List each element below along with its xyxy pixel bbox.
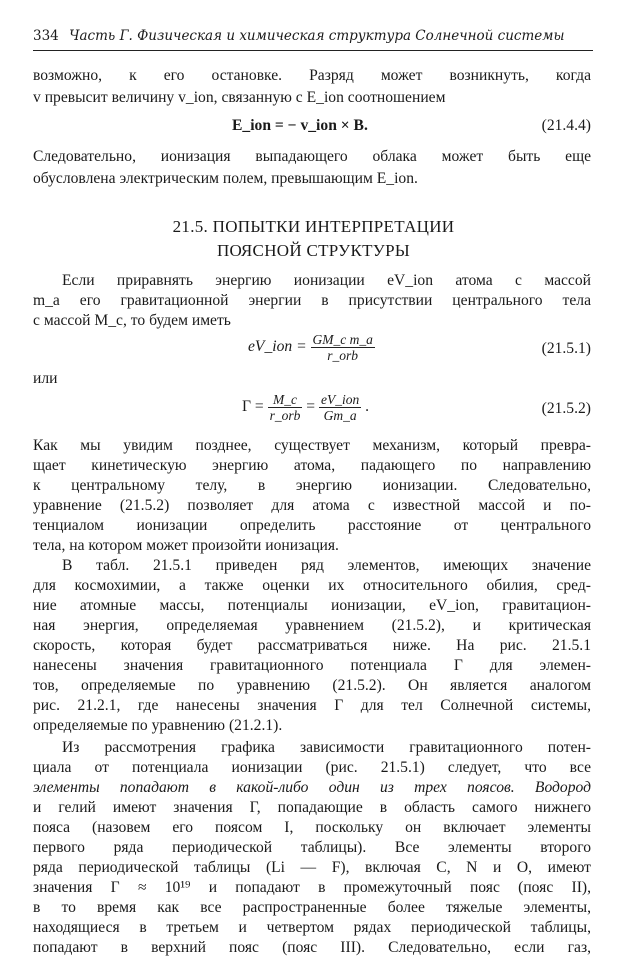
text-line: Из рассмотрения графика зависимости гравитационного потен- <box>62 739 591 756</box>
equation-number: (21.5.1) <box>541 340 591 357</box>
numerator: eV_ion <box>321 392 360 407</box>
fraction <box>268 392 303 423</box>
denominator: r_orb <box>327 348 359 363</box>
equation-21-5-2 <box>242 392 369 423</box>
text-line: рис. 21.2.1, где нанесены значения Γ для тел Солнечной системы, <box>33 697 591 714</box>
text-line: ние атомные массы, потенциалы ионизации, eV_ion, гравитацион- <box>33 597 591 614</box>
text-line: первого ряда периодической таблицы). Все элементы второго <box>33 839 591 856</box>
text-line: в то время как все распространенные более тяжелые элементы, <box>33 899 591 916</box>
text-line: m_a его гравитационной энергии в присутствии центрального тела <box>33 292 591 309</box>
equation-number: (21.5.2) <box>541 400 591 417</box>
text-line: к центральному телу, в энергию ионизации. Следовательно, <box>33 477 591 494</box>
text-line: определяемые по уравнению (21.2.1). <box>33 717 283 734</box>
text-line: ряда периодической таблицы (Li — F), включая C, N и O, имеют <box>33 859 591 876</box>
text-line: циала от потенциала ионизации (рис. 21.5.1) следует, что все <box>33 759 591 776</box>
text-line: В табл. 21.5.1 приведен ряд элементов, имеющих значение <box>62 557 591 574</box>
numerator: M_c <box>268 392 303 408</box>
text-line: нанесены значения гравитационного потенциала Γ для элемен- <box>33 657 591 674</box>
text-line: тела, на котором может произойти ионизация. <box>33 537 339 554</box>
denominator: Gm_a <box>323 408 357 423</box>
eq-lhs: Γ = <box>242 398 264 416</box>
text-line: Как мы увидим позднее, существует механизм, который превра- <box>33 437 591 454</box>
eq-lhs: eV_ion = <box>248 338 307 356</box>
text-line: скорость, которая будет рассматриваться ниже. На рис. 21.5.1 <box>33 637 591 654</box>
text-line: и гелий имеют значения Γ, попадающие в область самого нижнего <box>33 799 591 816</box>
running-title: Часть Г. Физическая и химическая структура Солнечной системы <box>69 28 565 44</box>
text-line: пояса (назовем его поясом I, поскольку он включает элементы <box>33 819 591 836</box>
equation-number: (21.4.4) <box>541 117 591 134</box>
running-header <box>33 28 593 44</box>
text-line: обусловлена электрическим полем, превышающим E_ion. <box>33 170 418 187</box>
text-line: тенциалом ионизации определить расстояние от центрального <box>33 517 591 534</box>
section-title: ПОЯСНОЙ СТРУКТУРЫ <box>216 241 411 260</box>
text-line: уравнение (21.5.2) позволяет для атома с известной массой и по- <box>33 497 591 514</box>
fraction <box>319 392 361 423</box>
text-line: v превысит величину v_ion, связанную с E_ion соотношением <box>33 89 446 106</box>
text-line: возможно, к его остановке. Разряд может возникнуть, когда <box>33 67 591 84</box>
numerator: GM_c m_a <box>312 332 373 347</box>
text-line: значения Γ ≈ 10¹⁹ и попадают в промежуточный пояс (пояс II), <box>33 879 591 896</box>
text-line: попадают в верхний пояс (пояс III). Следовательно, если газ, <box>33 939 591 956</box>
text-line: с массой M_c, то будем иметь <box>33 312 231 329</box>
text-line: ная энергия, определяемая уравнением (21.5.2), и критическая <box>33 617 591 634</box>
header-rule <box>33 50 593 51</box>
denominator: r_orb <box>269 408 301 423</box>
text-line: или <box>33 370 58 387</box>
text-line: для космохимии, а также оценки их относительного обилия, сред- <box>33 577 591 594</box>
text-line: тов, определяемые по уравнению (21.5.2). Он является аналогом <box>33 677 591 694</box>
equation-21-4-4: E_ion = − v_ion × B. <box>232 117 368 134</box>
page-number: 334 <box>33 28 59 44</box>
text-line: Если приравнять энергию ионизации eV_ion атома с массой <box>62 272 591 289</box>
equation-21-5-1 <box>248 332 375 363</box>
eq-period: . <box>365 398 370 416</box>
section-title: 21.5. ПОПЫТКИ ИНТЕРПРЕТАЦИИ <box>172 217 455 236</box>
text-line: находящиеся в третьем и четвертом рядах периодической таблицы, <box>33 919 591 936</box>
text-line: щает кинетическую энергию атома, падающего по направлению <box>33 457 591 474</box>
eq-equals: = <box>306 398 316 416</box>
text-line: элементы попадают в какой-либо один из трех поясов. Водород <box>33 779 591 796</box>
fraction <box>311 332 375 363</box>
text-line: Следовательно, ионизация выпадающего облака может быть еще <box>33 148 591 165</box>
